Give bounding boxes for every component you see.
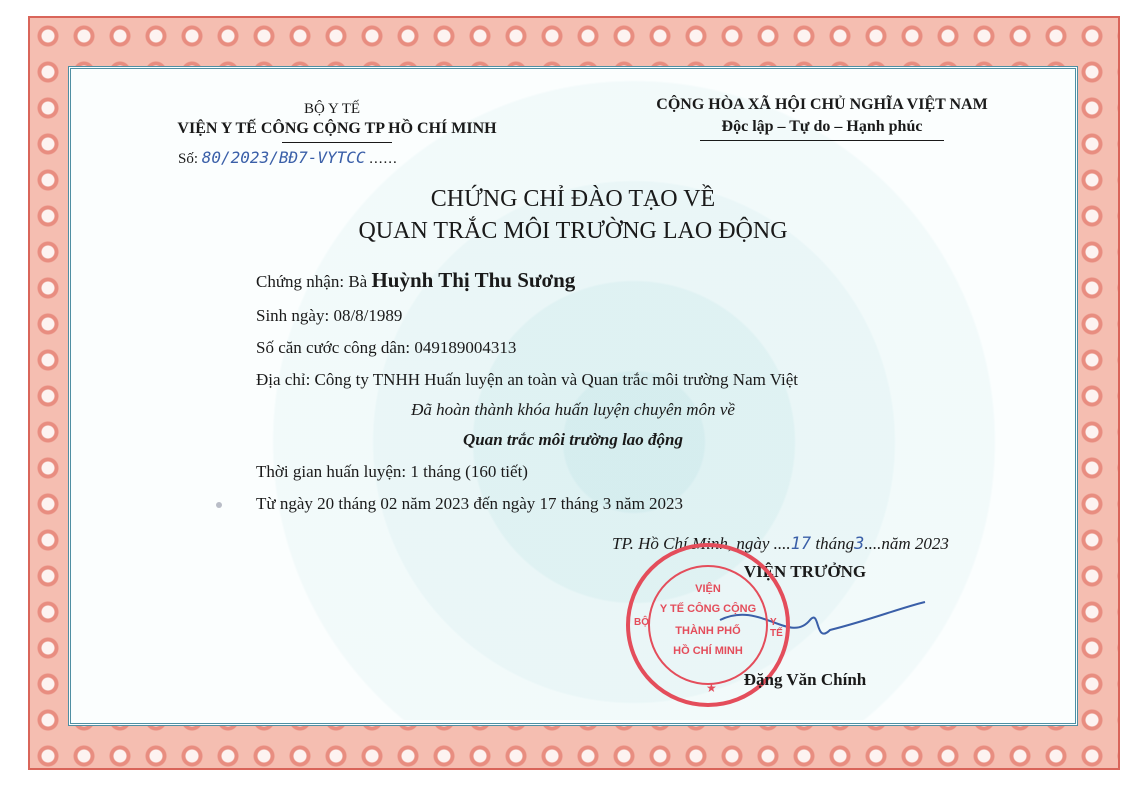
certificate-title-line-1: CHỨNG CHỈ ĐÀO TẠO VỀ bbox=[430, 186, 716, 212]
country-name: CỘNG HÒA XÃ HỘI CHỦ NGHĨA VIỆT NAM bbox=[656, 96, 988, 113]
institute-underline bbox=[282, 142, 392, 143]
number-label: Số: bbox=[178, 151, 199, 167]
institute-name: VIỆN Y TẾ CÔNG CỘNG TP HỒ CHÍ MINH bbox=[177, 120, 497, 137]
motto-underline bbox=[700, 140, 944, 141]
signer-position: VIỆN TRƯỞNG bbox=[743, 562, 867, 581]
issue-date bbox=[612, 534, 949, 554]
completion-statement: Đã hoàn thành khóa huấn luyện chuyên môn về bbox=[411, 400, 735, 419]
address: Địa chỉ: Công ty TNHH Huấn luyện an toàn và Quan trắc môi trường Nam Việt bbox=[256, 370, 799, 389]
citizen-id: Số căn cước công dân: 049189004313 bbox=[256, 338, 517, 357]
seal-left-text: BỘ bbox=[634, 617, 649, 628]
birth-date: Sinh ngày: 08/8/1989 bbox=[256, 306, 403, 325]
seal-right-text: Y TẾ bbox=[770, 617, 783, 639]
seal-line-4: HỒ CHÍ MINH bbox=[673, 645, 743, 657]
year-suffix: ....năm 2023 bbox=[864, 534, 949, 553]
month-handwritten: 3 bbox=[854, 534, 865, 554]
day-handwritten: 17 bbox=[790, 534, 812, 554]
national-motto: Độc lập – Tự do – Hạnh phúc bbox=[721, 118, 923, 135]
recipient-label: Chứng nhận: Bà bbox=[256, 272, 368, 291]
day-dots: .... bbox=[773, 534, 791, 553]
seal-star-icon: ★ bbox=[706, 681, 717, 695]
seal-line-1: VIỆN bbox=[695, 583, 721, 595]
ministry-name: BỘ Y TẾ bbox=[303, 101, 361, 117]
recipient-name: Huỳnh Thị Thu Sương bbox=[371, 268, 576, 292]
scan-dot bbox=[216, 502, 222, 508]
recipient bbox=[256, 268, 575, 293]
document-number bbox=[178, 148, 398, 168]
number-handwritten: 80/2023/BĐ7-VYTCC bbox=[201, 148, 366, 167]
seal-line-2: Y TẾ CÔNG CỘNG bbox=[659, 603, 757, 615]
training-period: Từ ngày 20 tháng 02 năm 2023 đến ngày 17 tháng 3 năm 2023 bbox=[256, 494, 684, 513]
seal-line-3: THÀNH PHỐ bbox=[675, 625, 741, 637]
training-duration: Thời gian huấn luyện: 1 tháng (160 tiết) bbox=[256, 462, 528, 481]
month-label: tháng bbox=[815, 534, 855, 553]
number-dots: ...... bbox=[369, 151, 398, 167]
issue-place: TP. Hồ Chí Minh, ngày bbox=[612, 534, 770, 553]
course-name: Quan trắc môi trường lao động bbox=[462, 430, 684, 449]
certificate-title-line-2: QUAN TRẮC MÔI TRƯỜNG LAO ĐỘNG bbox=[358, 218, 788, 244]
signer-name: Đặng Văn Chính bbox=[743, 670, 867, 689]
